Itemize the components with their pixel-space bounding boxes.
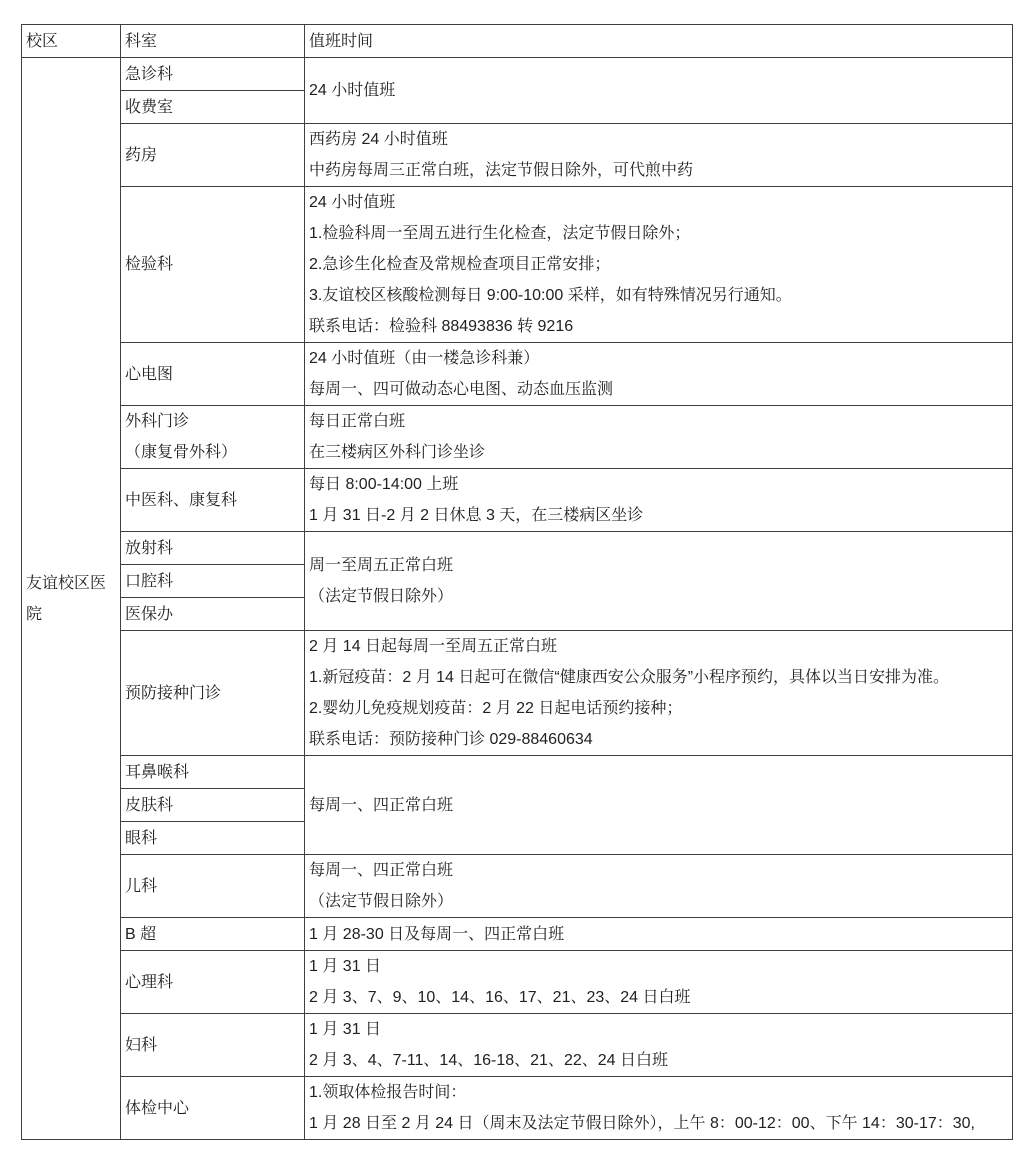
table-row [22,756,1013,789]
table-row [22,469,1013,532]
table-row [22,1014,1013,1077]
text-line: 1 月 28-30 日及每周一、四正常白班 [309,925,565,943]
duty-cell [305,58,1013,124]
text-line: 1 月 31 日-2 月 2 日休息 3 天，在三楼病区坐诊 [309,507,644,524]
text-line: 24 小时值班 [309,194,396,211]
text-line: 医保办 [125,605,174,623]
table-row [22,631,1013,756]
text-line: 2 月 3、4、7-11、14、16-18、21、22、24 日白班 [309,1052,668,1069]
text-line: 24 小时值班 [309,82,396,99]
text-line: 眼科 [125,829,158,847]
department-cell [121,951,305,1014]
department-cell [121,469,305,532]
duty-cell [305,1014,1013,1077]
department-cell [121,124,305,187]
department-cell [121,1014,305,1077]
text-line: 1.领取体检报告时间： [309,1084,467,1101]
table-row [22,532,1013,565]
header-department: 科室 [121,25,305,58]
text-line: 每周一、四正常白班 [309,862,454,879]
text-line: 收费室 [125,98,174,116]
header-campus: 校区 [22,25,121,58]
text-line: B 超 [125,925,157,943]
text-line: 联系电话：预防接种门诊 029-88460634 [309,731,593,748]
table-row [22,187,1013,343]
duty-cell [305,951,1013,1014]
table-row [22,855,1013,918]
text-line: 每日 8:00-14:00 上班 [309,476,459,493]
text-line: 耳鼻喉科 [125,763,190,781]
department-cell [121,532,305,565]
text-line: （法定节假日除外） [309,893,454,910]
schedule-body [22,58,1013,1140]
text-line: 心电图 [125,365,174,383]
text-line: 2 月 14 日起每周一至周五正常白班 [309,638,558,655]
table-row [22,406,1013,469]
text-line: 周一至周五正常白班 [309,557,454,574]
duty-cell [305,1077,1013,1140]
text-line: 每周一、四正常白班 [309,796,454,814]
department-cell [121,855,305,918]
text-line: 药房 [125,146,158,164]
header-duty: 值班时间 [305,25,1013,58]
header-row [22,25,1013,58]
duty-cell [305,124,1013,187]
text-line: 心理科 [125,973,174,991]
department-cell [121,822,305,855]
text-line: （康复骨外科） [125,444,238,461]
text-line: 1 月 28 日至 2 月 24 日（周末及法定节假日除外），上午 8：00-12：00、下午 14：30-17：30, [309,1115,975,1132]
text-line: 2 月 3、7、9、10、14、16、17、21、23、24 日白班 [309,989,691,1006]
duty-cell [305,343,1013,406]
department-cell [121,598,305,631]
text-line: 2.婴幼儿免疫规划疫苗：2 月 22 日起电话预约接种； [309,700,683,717]
duty-cell [305,532,1013,631]
duty-cell [305,406,1013,469]
text-line: 每日正常白班 [309,413,406,430]
duty-cell [305,469,1013,532]
text-line: 3.友谊校区核酸检测每日 9:00-10:00 采样，如有特殊情况另行通知。 [309,287,792,304]
table-row [22,951,1013,1014]
text-line: 检验科 [125,256,174,273]
text-line: 联系电话：检验科 88493836 转 9216 [309,318,574,335]
duty-schedule-table [21,24,1013,1140]
text-line: 儿科 [125,877,158,895]
text-line: （法定节假日除外） [309,588,454,605]
table-row [22,918,1013,951]
text-line: 西药房 24 小时值班 [309,131,448,148]
text-line: 1 月 31 日 [309,1021,382,1038]
table-row [22,58,1013,91]
text-line: 1 月 31 日 [309,958,382,975]
text-line: 外科门诊 [125,413,190,430]
duty-cell [305,918,1013,951]
text-line: 放射科 [125,539,174,557]
duty-schedule-table-wrap [21,24,1013,1140]
text-line: 2.急诊生化检查及常规检查项目正常安排； [309,256,611,273]
department-cell [121,1077,305,1140]
department-cell [121,565,305,598]
text-line: 在三楼病区外科门诊坐诊 [309,444,486,461]
department-cell [121,631,305,756]
text-line: 中医科、康复科 [125,491,238,509]
text-line: 中药房每周三正常白班，法定节假日除外，可代煎中药 [309,162,694,179]
text-line: 口腔科 [125,572,174,590]
text-line: 体检中心 [125,1099,190,1117]
duty-cell [305,631,1013,756]
department-cell [121,756,305,789]
text-line: 24 小时值班（由一楼急诊科兼） [309,350,540,367]
duty-cell [305,756,1013,855]
text-line: 急诊科 [125,65,174,83]
text-line: 妇科 [125,1036,158,1054]
duty-cell [305,855,1013,918]
department-cell [121,58,305,91]
text-line: 皮肤科 [125,796,174,814]
table-row [22,124,1013,187]
table-row [22,1077,1013,1140]
campus-cell: 友谊校区医院 [22,58,121,1140]
department-cell [121,918,305,951]
duty-cell [305,187,1013,343]
text-line: 1.新冠疫苗：2 月 14 日起可在微信“健康西安公众服务”小程序预约，具体以当日安排为准。 [309,669,950,686]
text-line: 1.检验科周一至周五进行生化检查，法定节假日除外； [309,225,691,242]
department-cell [121,789,305,822]
text-line: 预防接种门诊 [125,684,222,702]
department-cell [121,91,305,124]
table-row [22,343,1013,406]
department-cell [121,343,305,406]
department-cell [121,406,305,469]
text-line: 每周一、四可做动态心电图、动态血压监测 [309,381,614,398]
department-cell [121,187,305,343]
